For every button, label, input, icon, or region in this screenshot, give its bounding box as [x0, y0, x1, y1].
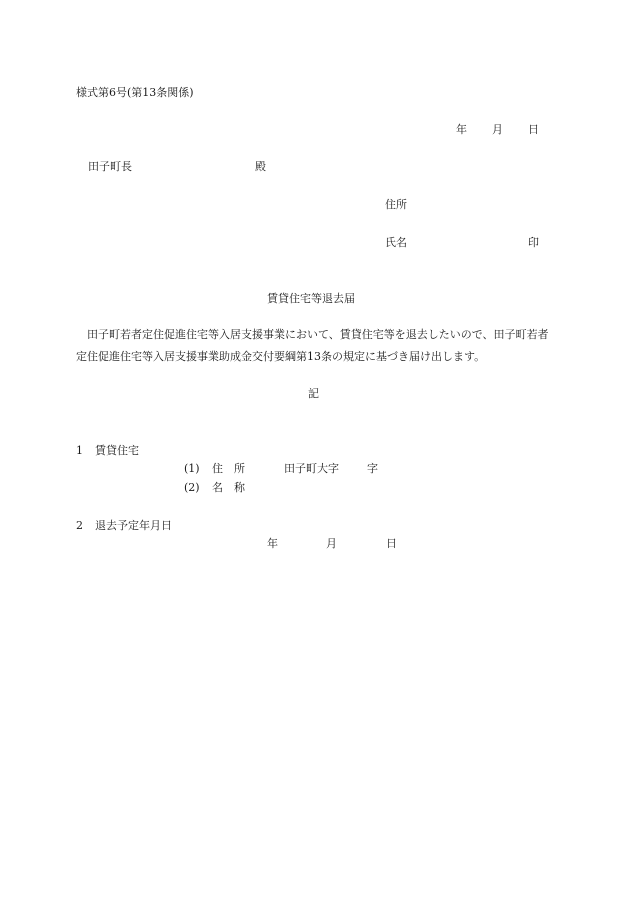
item-2-year: 年 [267, 537, 278, 550]
addressee-name: 田子町長 [88, 160, 132, 173]
form-label: 様式第6号(第13条関係) [76, 86, 194, 99]
item-2-day: 日 [386, 537, 397, 550]
sub-1-number: (1) [184, 462, 200, 475]
name-label: 氏名 [385, 236, 407, 249]
date-day: 日 [528, 123, 539, 136]
address-label: 住所 [385, 198, 407, 211]
sub-1-label: 住 所 [212, 462, 245, 475]
sub-2-label: 名 称 [212, 481, 245, 494]
body-paragraph: 田子町若者定住促進住宅等入居支援事業において、賃貸住宅等を退去したいので、田子町若者定住促進住宅等入居支援事業助成金交付要綱第13条の規定に基づき届け出します。 [76, 328, 549, 363]
sub-1-value: 田子町大字 [284, 462, 339, 475]
document-title: 賃貸住宅等退去届 [267, 292, 355, 305]
sub-2-number: (2) [184, 481, 200, 494]
addressee-honorific: 殿 [255, 160, 266, 173]
ki-heading: 記 [308, 387, 319, 400]
item-1-number: 1 [76, 444, 83, 457]
date-month: 月 [492, 123, 503, 136]
item-2-label: 退去予定年月日 [95, 519, 172, 532]
date-year: 年 [456, 123, 467, 136]
item-1-label: 賃貸住宅 [95, 444, 139, 457]
sub-1-suffix: 字 [367, 462, 378, 475]
seal-mark: 印 [528, 236, 539, 249]
item-2-month: 月 [326, 537, 337, 550]
item-2-number: 2 [76, 519, 83, 532]
